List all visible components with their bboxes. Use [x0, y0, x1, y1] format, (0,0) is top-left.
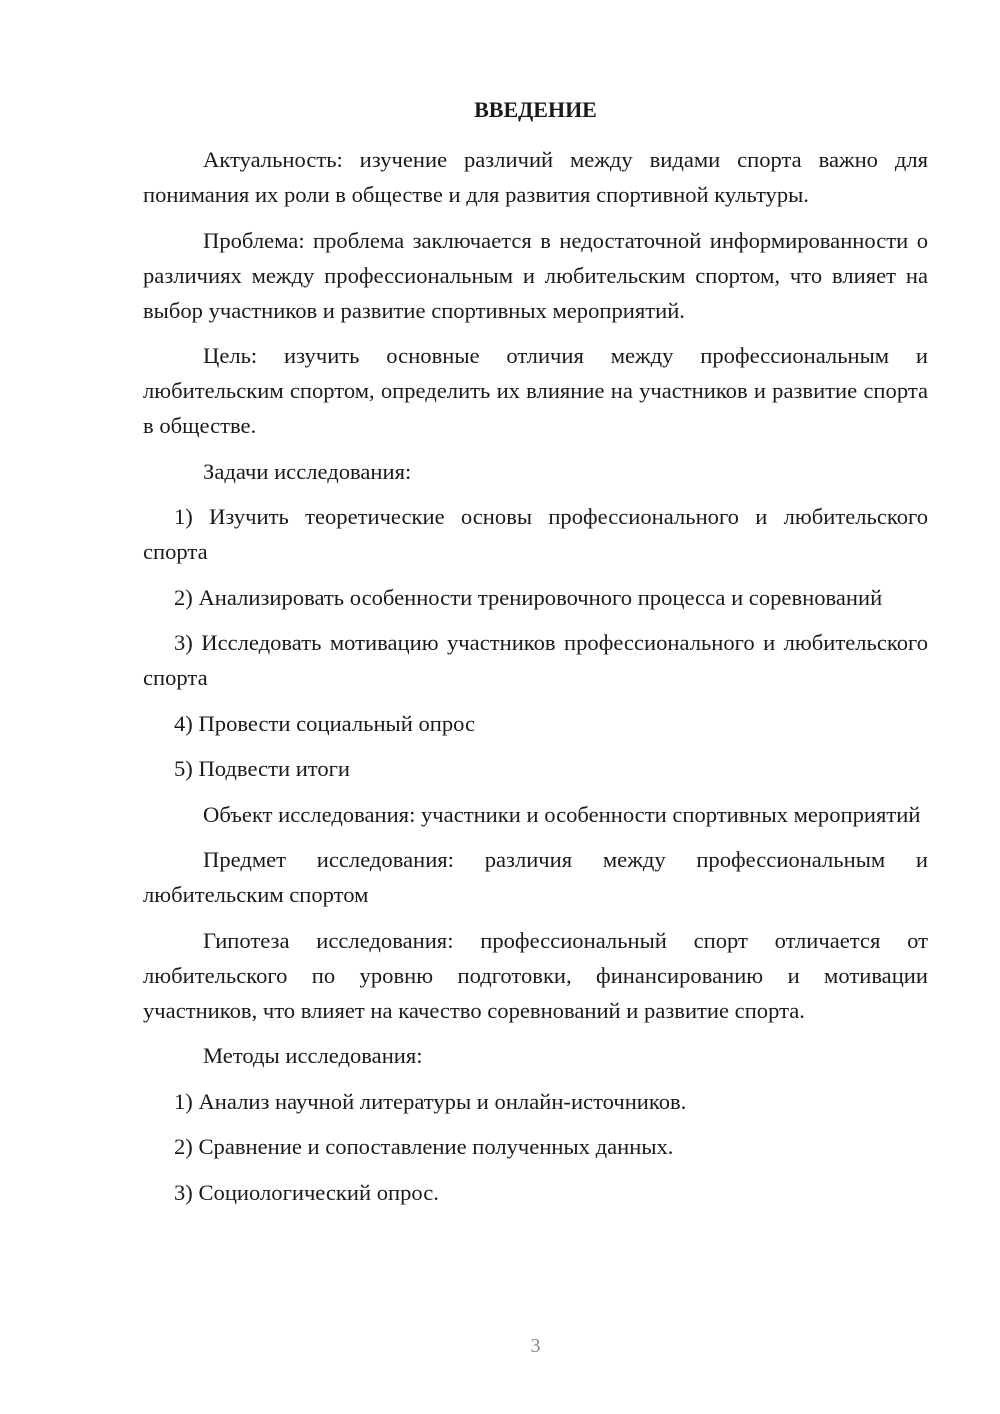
method-item-1: 1) Анализ научной литературы и онлайн-источников.: [174, 1088, 687, 1114]
method-item-3: 3) Социологический опрос.: [174, 1179, 439, 1205]
paragraph-tasks-heading: Задачи исследования:: [203, 458, 412, 484]
section-title: ВВЕДЕНИЕ: [474, 97, 597, 122]
task-item-5: 5) Подвести итоги: [174, 756, 351, 781]
paragraph-methods-heading: Методы исследования:: [203, 1043, 423, 1068]
paragraph-goal: Цель: изучить основные отличия между профессиональным и любительским спортом, определить их влияние на участников и развитие спорта в обществе.: [143, 343, 928, 438]
paragraph-problem: Проблема: проблема заключается в недостаточной информированности о различиях между профессиональным и любительским спортом, что влияет на выбор участников и развитие спортивных мероприятий.: [143, 227, 928, 323]
paragraph-relevance: Актуальность: изучение различий между видами спорта важно для понимания их роли в обществе и для развития спортивной культуры.: [143, 147, 928, 207]
task-item-1: 1) Изучить теоретические основы профессионального и любительского спорта: [143, 504, 928, 564]
task-item-4: 4) Провести социальный опрос: [174, 710, 476, 736]
paragraph-object: Объект исследования: участники и особенности спортивных мероприятий: [203, 801, 921, 827]
document-page: [143, 0, 928, 1414]
document-body: [143, 142, 928, 1220]
task-item-3: 3) Исследовать мотивацию участников профессионального и любительского спорта: [143, 630, 928, 690]
task-item-2: 2) Анализировать особенности тренировочного процесса и соревнований: [174, 584, 883, 610]
method-item-2: 2) Сравнение и сопоставление полученных данных.: [174, 1134, 674, 1159]
paragraph-hypothesis: Гипотеза исследования: профессиональный спорт отличается от любительского по уровню подготовки, финансированию и мотивации участников, что влияет на качество соревнований и развитие спорта.: [143, 927, 928, 1023]
paragraph-subject: Предмет исследования: различия между профессиональным и любительским спортом: [143, 847, 928, 907]
page-number: 3: [530, 1335, 541, 1357]
